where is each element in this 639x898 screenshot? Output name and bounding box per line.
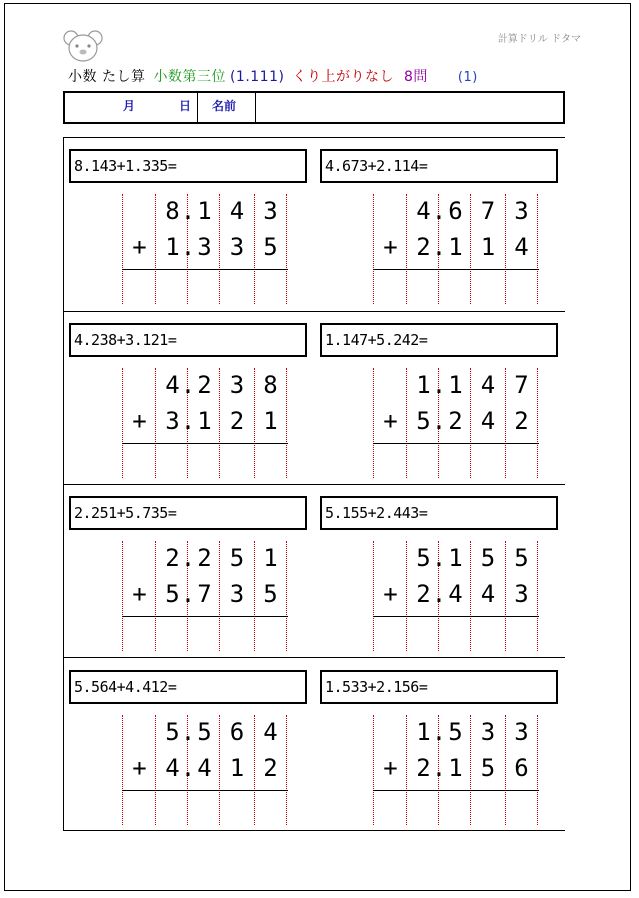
digit: 4 [229,197,245,225]
digit: 3 [263,197,278,225]
title-example: (1.111) [229,69,285,85]
decimal-point: . [180,407,196,435]
digit: 2 [197,544,212,572]
answer-area[interactable] [122,791,288,825]
digit: 3 [514,197,529,225]
digit: 2 [416,233,431,261]
digit: 5 [416,407,431,435]
digit: 3 [165,407,180,435]
digit: 4 [480,407,496,435]
digit: 5 [416,544,431,572]
digit: 8 [263,371,278,399]
digit: 3 [229,371,245,399]
decimal-point: . [431,197,447,225]
digit: 2 [229,407,245,435]
digit: 1 [197,197,212,225]
answer-area[interactable] [122,444,288,478]
digit: 5 [165,580,180,608]
digit: 5 [480,754,496,782]
decimal-point: . [431,407,447,435]
plus-sign: + [132,233,147,261]
title-sheet-number: (1) [457,70,478,85]
day-label: 日 [179,99,192,113]
digit: 1 [448,544,463,572]
title-condition: くり上がりなし [292,69,394,85]
digit: 5 [197,718,212,746]
plus-sign: + [132,754,147,782]
digit: 7 [197,580,212,608]
digit: 1 [165,233,180,261]
digit: 4 [514,233,529,261]
digit: 7 [480,197,496,225]
digit: 6 [514,754,529,782]
decimal-point: . [180,197,196,225]
title-topic: 小数 たし算 [68,69,146,85]
answer-area[interactable] [122,617,288,651]
plus-sign: + [383,233,398,261]
digit: 1 [263,407,278,435]
decimal-point: . [431,544,447,572]
row-divider [63,484,565,485]
digit: 6 [448,197,463,225]
digit: 5 [514,544,529,572]
digit: 5 [480,544,496,572]
row-divider [63,657,565,658]
decimal-point: . [431,718,447,746]
digit: 2 [514,407,529,435]
equation-box: 1.533+2.156= [320,670,558,704]
decimal-point: . [180,580,196,608]
digit: 1 [229,754,245,782]
digit: 5 [229,544,245,572]
digit: 5 [263,233,278,261]
answer-area[interactable] [373,791,539,825]
equation-box: 1.147+5.242= [320,323,558,357]
digit: 2 [448,407,463,435]
digit: 1 [197,407,212,435]
digit: 7 [514,371,529,399]
digit: 6 [229,718,245,746]
digit: 2 [165,544,180,572]
digit: 3 [480,718,496,746]
title-count: 8問 [403,69,428,85]
digit: 1 [448,233,463,261]
digit: 2 [197,371,212,399]
digit: 5 [448,718,463,746]
answer-area[interactable] [373,617,539,651]
koala-mascot-icon [63,28,103,64]
digit: 4 [263,718,278,746]
month-label: 月 [123,99,136,113]
row-divider [63,311,565,312]
name-field[interactable] [256,93,561,122]
digit: 2 [416,754,431,782]
equation-box: 8.143+1.335= [69,149,307,183]
decimal-point: . [431,754,447,782]
digit: 5 [165,718,180,746]
digit: 1 [263,544,278,572]
digit: 5 [263,580,278,608]
namebar-divider [197,93,198,122]
name-label: 名前 [212,99,237,113]
digit: 1 [416,718,431,746]
digit: 3 [514,580,529,608]
decimal-point: . [180,544,196,572]
answer-area[interactable] [122,270,288,304]
answer-area[interactable] [373,270,539,304]
equation-box: 5.155+2.443= [320,496,558,530]
equation-box: 4.673+2.114= [320,149,558,183]
digit: 4 [448,580,463,608]
digit: 4 [480,580,496,608]
brand-label: 計算ドリル ドタマ [497,34,581,45]
digit: 4 [197,754,212,782]
plus-sign: + [132,580,147,608]
decimal-point: . [180,233,196,261]
plus-sign: + [383,754,398,782]
digit: 4 [416,197,431,225]
title-level: 小数第三位 [153,69,226,85]
digit: 3 [514,718,529,746]
digit: 2 [416,580,431,608]
plus-sign: + [132,407,147,435]
digit: 3 [229,580,245,608]
equation-box: 4.238+3.121= [69,323,307,357]
digit: 1 [416,371,431,399]
plus-sign: + [383,407,398,435]
name-date-bar [63,91,565,124]
digit: 1 [448,754,463,782]
equation-box: 2.251+5.735= [69,496,307,530]
digit: 4 [165,754,180,782]
decimal-point: . [431,580,447,608]
digit: 1 [448,371,463,399]
answer-area[interactable] [373,444,539,478]
decimal-point: . [431,233,447,261]
decimal-point: . [180,718,196,746]
plus-sign: + [383,580,398,608]
digit: 3 [229,233,245,261]
digit: 2 [263,754,278,782]
digit: 4 [480,371,496,399]
digit: 8 [165,197,180,225]
decimal-point: . [180,754,196,782]
equation-box: 5.564+4.412= [69,670,307,704]
decimal-point: . [431,371,447,399]
worksheet-title [68,66,478,86]
digit: 3 [197,233,212,261]
digit: 1 [480,233,496,261]
digit: 4 [165,371,180,399]
decimal-point: . [180,371,196,399]
